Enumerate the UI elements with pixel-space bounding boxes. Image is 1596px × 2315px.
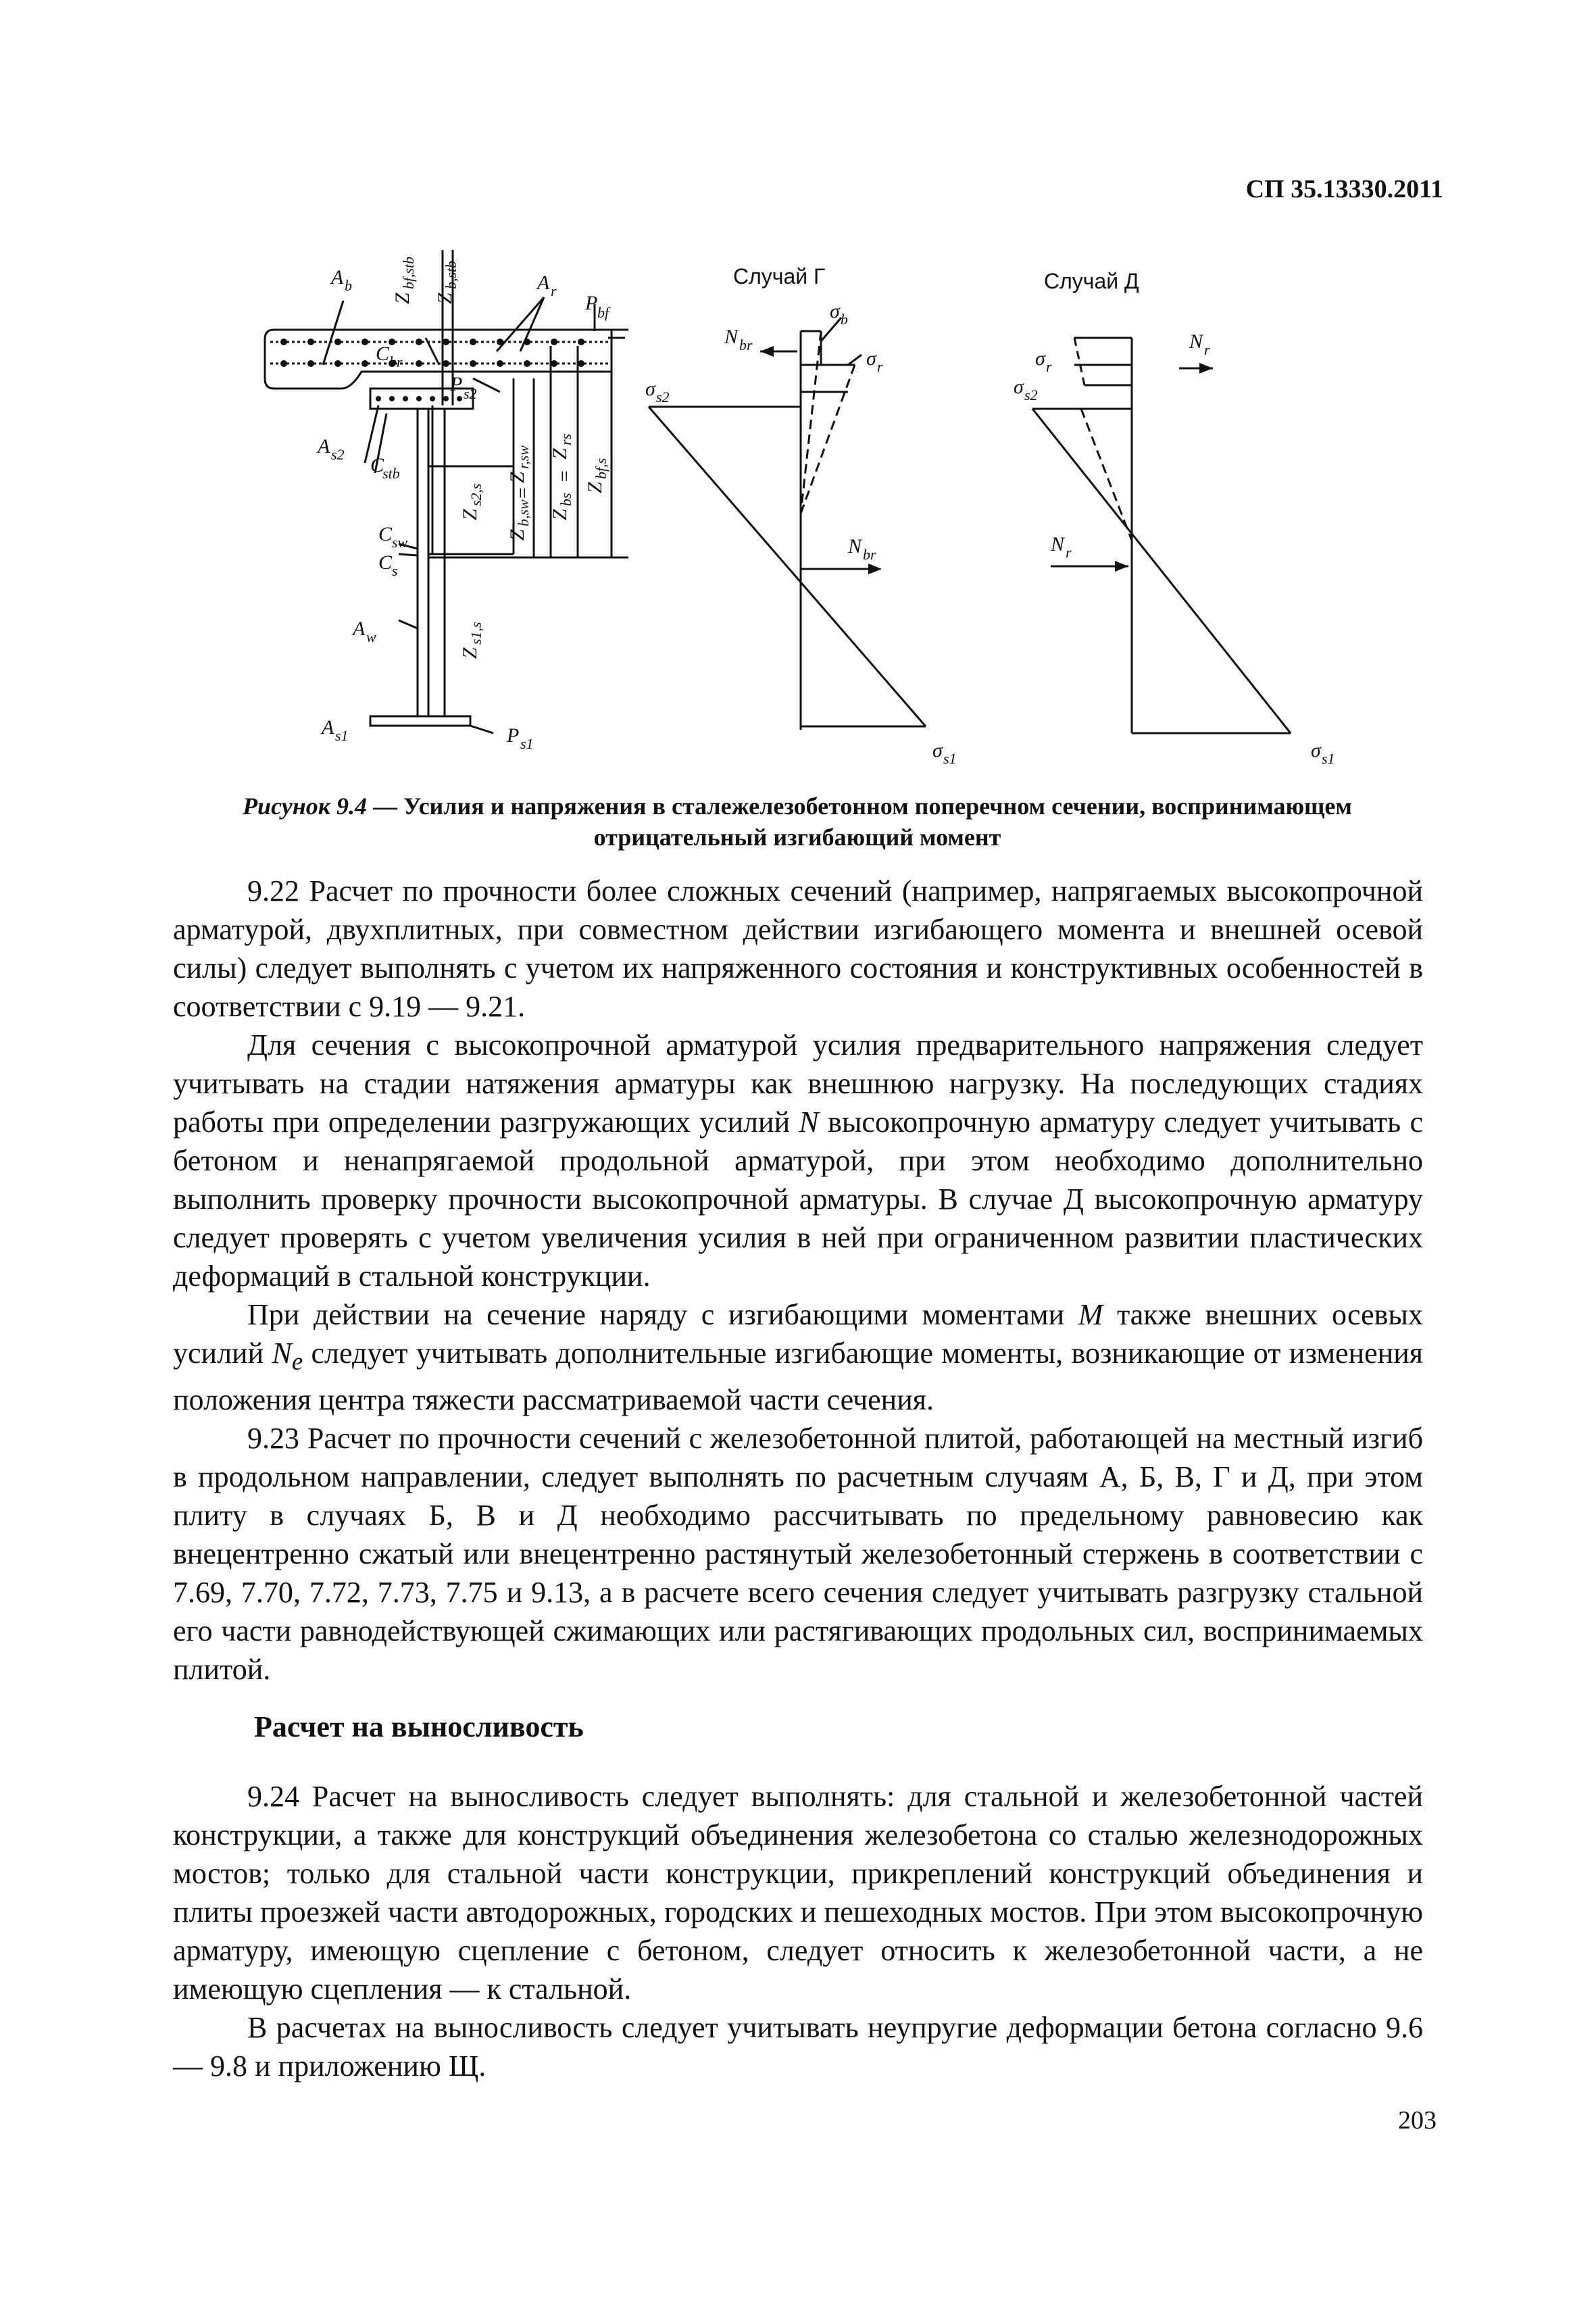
label-sigma-s1-d: σ bbox=[1311, 739, 1321, 762]
svg-text:s1,s: s1,s bbox=[468, 622, 484, 645]
label-pbf: P bbox=[585, 292, 598, 314]
label-sigma-s1: σ bbox=[932, 739, 943, 762]
svg-text:s2: s2 bbox=[464, 385, 477, 402]
svg-text:s: s bbox=[392, 562, 398, 579]
svg-text:br: br bbox=[389, 353, 403, 370]
case-g-title: Случай Г bbox=[733, 264, 826, 289]
svg-text:sw: sw bbox=[392, 534, 408, 551]
label-zr-sw: Z bbox=[506, 472, 528, 483]
svg-text:bf: bf bbox=[597, 304, 609, 321]
case-d-title: Случай Д bbox=[1044, 269, 1139, 293]
svg-text:w: w bbox=[366, 628, 376, 645]
label-zrs: Z bbox=[549, 448, 571, 459]
case-g-diagram bbox=[649, 318, 926, 730]
paragraph-inelastic: В расчетах на выносливость следует учитывать неупругие деформации бетона согласно 9.6 — 9.8 и приложению Щ. bbox=[173, 2011, 1423, 2083]
svg-text:b,stb: b,stb bbox=[443, 260, 459, 289]
label-sigma-s2-d: σ bbox=[1014, 376, 1024, 398]
label-sigma-r-d: σ bbox=[1035, 347, 1045, 370]
paragraph-9-22: 9.22 Расчет по прочности более сложных сечений (например, напрягаемых высокопрочной арматурой, двухплитных, при совместном действии изгибающего момента и внешней осевой силы) следует выполнять с учетом их напряженного состояния и конструктивных особенностей в соответствии с 9.19 — 9.21. bbox=[173, 874, 1423, 1023]
svg-text:stb: stb bbox=[382, 465, 400, 482]
label-sigma-r: σ bbox=[866, 347, 876, 370]
svg-text:r,sw: r,sw bbox=[515, 445, 532, 469]
label-as1: A bbox=[322, 716, 334, 739]
case-d-labels bbox=[1014, 269, 1335, 767]
svg-text:rs: rs bbox=[557, 433, 574, 445]
label-sigma-b: σ bbox=[830, 300, 840, 322]
svg-text:r: r bbox=[877, 358, 883, 375]
svg-text:r: r bbox=[1046, 358, 1052, 375]
svg-text:s2: s2 bbox=[656, 389, 670, 405]
label-ab: A bbox=[331, 266, 344, 289]
svg-text:s1: s1 bbox=[520, 735, 534, 752]
svg-text:r: r bbox=[1066, 544, 1072, 561]
svg-text:s1: s1 bbox=[943, 750, 957, 767]
label-zb-sw: Z bbox=[506, 529, 528, 541]
cross-section-labels bbox=[316, 257, 611, 752]
label-cbr: C bbox=[376, 343, 390, 365]
svg-text:br: br bbox=[739, 337, 753, 353]
label-nr-mid: N bbox=[1051, 533, 1065, 555]
svg-text:s2: s2 bbox=[1024, 387, 1038, 403]
label-aw: A bbox=[353, 618, 366, 640]
paragraph-prestress: Для сечения с высокопрочной арматурой усилия предварительного напряжения следует учитывать на стадии натяжения арматуры как внешнюю нагрузку. На последующих стадиях работы при определении разгружающих усилий N высокопрочную арматуру следует учитывать с бетоном и ненапрягаемой продольной арматурой, при этом необходимо дополнительно выполнить проверку прочности высокопрочной арматуры. В случае Д высокопрочную арматуру следует проверять с учетом увеличения усилия в ней при ограниченном развитии пластических деформаций в стальной конструкции. bbox=[173, 1028, 1423, 1293]
label-zs1-s: Z bbox=[459, 647, 481, 659]
svg-text:b,sw: b,sw bbox=[515, 499, 532, 526]
label-cs: C bbox=[378, 551, 393, 574]
case-d-diagram bbox=[1032, 338, 1291, 733]
label-equals-2: = bbox=[553, 469, 576, 483]
svg-text:s1: s1 bbox=[1322, 750, 1335, 767]
caption-dash: — bbox=[367, 793, 404, 820]
section-heading-fatigue: Расчет на выносливость bbox=[254, 1710, 584, 1743]
paragraph-9-23: 9.23 Расчет по прочности сечений с железобетонной плитой, работающей на местный изгиб в продольном направлении, следует выполнять по расчетным случаям А, Б, В, Г и Д, при этом плиту в случаях Б, В и Д необходимо рассчитывать по предельному равновесию как внецентренно сжатый или внецентренно растянутый железобетонный стержень в соответствии с 7.69, 7.70, 7.72, 7.73, 7.75 и 9.13, а в расчете всего сечения следует учитывать разгрузку стальной его части равнодействующей сжимающих или растягивающих продольных сил, воспринимаемых плитой. bbox=[173, 1421, 1423, 1686]
label-nbr-bottom: N bbox=[848, 535, 862, 557]
paragraph-axial-forces: При действии на сечение наряду с изгибающими моментами M также внешних осевых усилий $N_e$ следует учитывать дополнительные изгибающие моменты, возникающие от изменения положения центра тяжести рассматриваемой части сечения. bbox=[173, 1298, 1423, 1416]
section-9-22-9-23 bbox=[173, 872, 1423, 1689]
label-cstb: C bbox=[370, 454, 384, 476]
svg-text:bf,s: bf,s bbox=[593, 457, 609, 479]
svg-text:br: br bbox=[863, 546, 876, 563]
label-as2: A bbox=[318, 435, 330, 457]
svg-text:s2,s: s2,s bbox=[468, 483, 484, 506]
svg-text:s1: s1 bbox=[335, 727, 349, 744]
label-zbf-s: Z bbox=[584, 482, 606, 493]
label-csw: C bbox=[378, 523, 393, 545]
label-nr-top: N bbox=[1189, 330, 1203, 353]
label-ps2: P bbox=[450, 373, 463, 395]
label-zbs: Z bbox=[549, 509, 571, 520]
svg-text:bs: bs bbox=[557, 493, 574, 506]
page-number: 203 bbox=[1398, 2106, 1437, 2135]
svg-text:bf,stb: bf,stb bbox=[400, 256, 417, 289]
document-code: СП 35.13330.2011 bbox=[1245, 175, 1443, 203]
label-equals-1: = bbox=[512, 486, 534, 500]
svg-text:r: r bbox=[551, 282, 557, 299]
label-zs2-s: Z bbox=[459, 509, 481, 520]
reinforcement-dots bbox=[280, 339, 584, 401]
svg-text:r: r bbox=[1204, 341, 1210, 358]
svg-text:s2: s2 bbox=[331, 446, 345, 463]
paragraph-9-24: 9.24 Расчет на выносливость следует выполнять: для стальной и железобетонной частей конструкции, а также для конструкций объединения железобетона со сталью железнодорожных мостов; только для стальной части конструкции, прикреплений конструкций объединения и плиты проезжей части автодорожных, городских и пешеходных мостов. При этом высокопрочную арматуру, имеющую сцепление с бетоном, следует относить к железобетонной части, а не имеющую сцепления — к стальной. bbox=[173, 1780, 1423, 2006]
svg-text:b: b bbox=[841, 311, 848, 328]
label-nbr-top: N bbox=[724, 326, 739, 348]
label-sigma-s2: σ bbox=[645, 378, 655, 400]
label-ar: A bbox=[537, 272, 550, 294]
cross-section-drawing bbox=[265, 250, 628, 733]
svg-text:b: b bbox=[345, 277, 352, 294]
caption-text: Усилия и напряжения в сталежелезобетонном поперечном сечении, воспринимающем отрицательный изгибающий момент bbox=[403, 793, 1352, 851]
figure-caption bbox=[169, 791, 1426, 853]
figure-9-4 bbox=[0, 0, 1596, 791]
section-9-24 bbox=[173, 1777, 1423, 2085]
caption-label: Рисунок 9.4 bbox=[243, 793, 368, 820]
label-zb-stb: Z bbox=[434, 293, 456, 304]
label-ps1: P bbox=[507, 724, 520, 747]
label-zbf-stb: Z bbox=[391, 293, 414, 304]
